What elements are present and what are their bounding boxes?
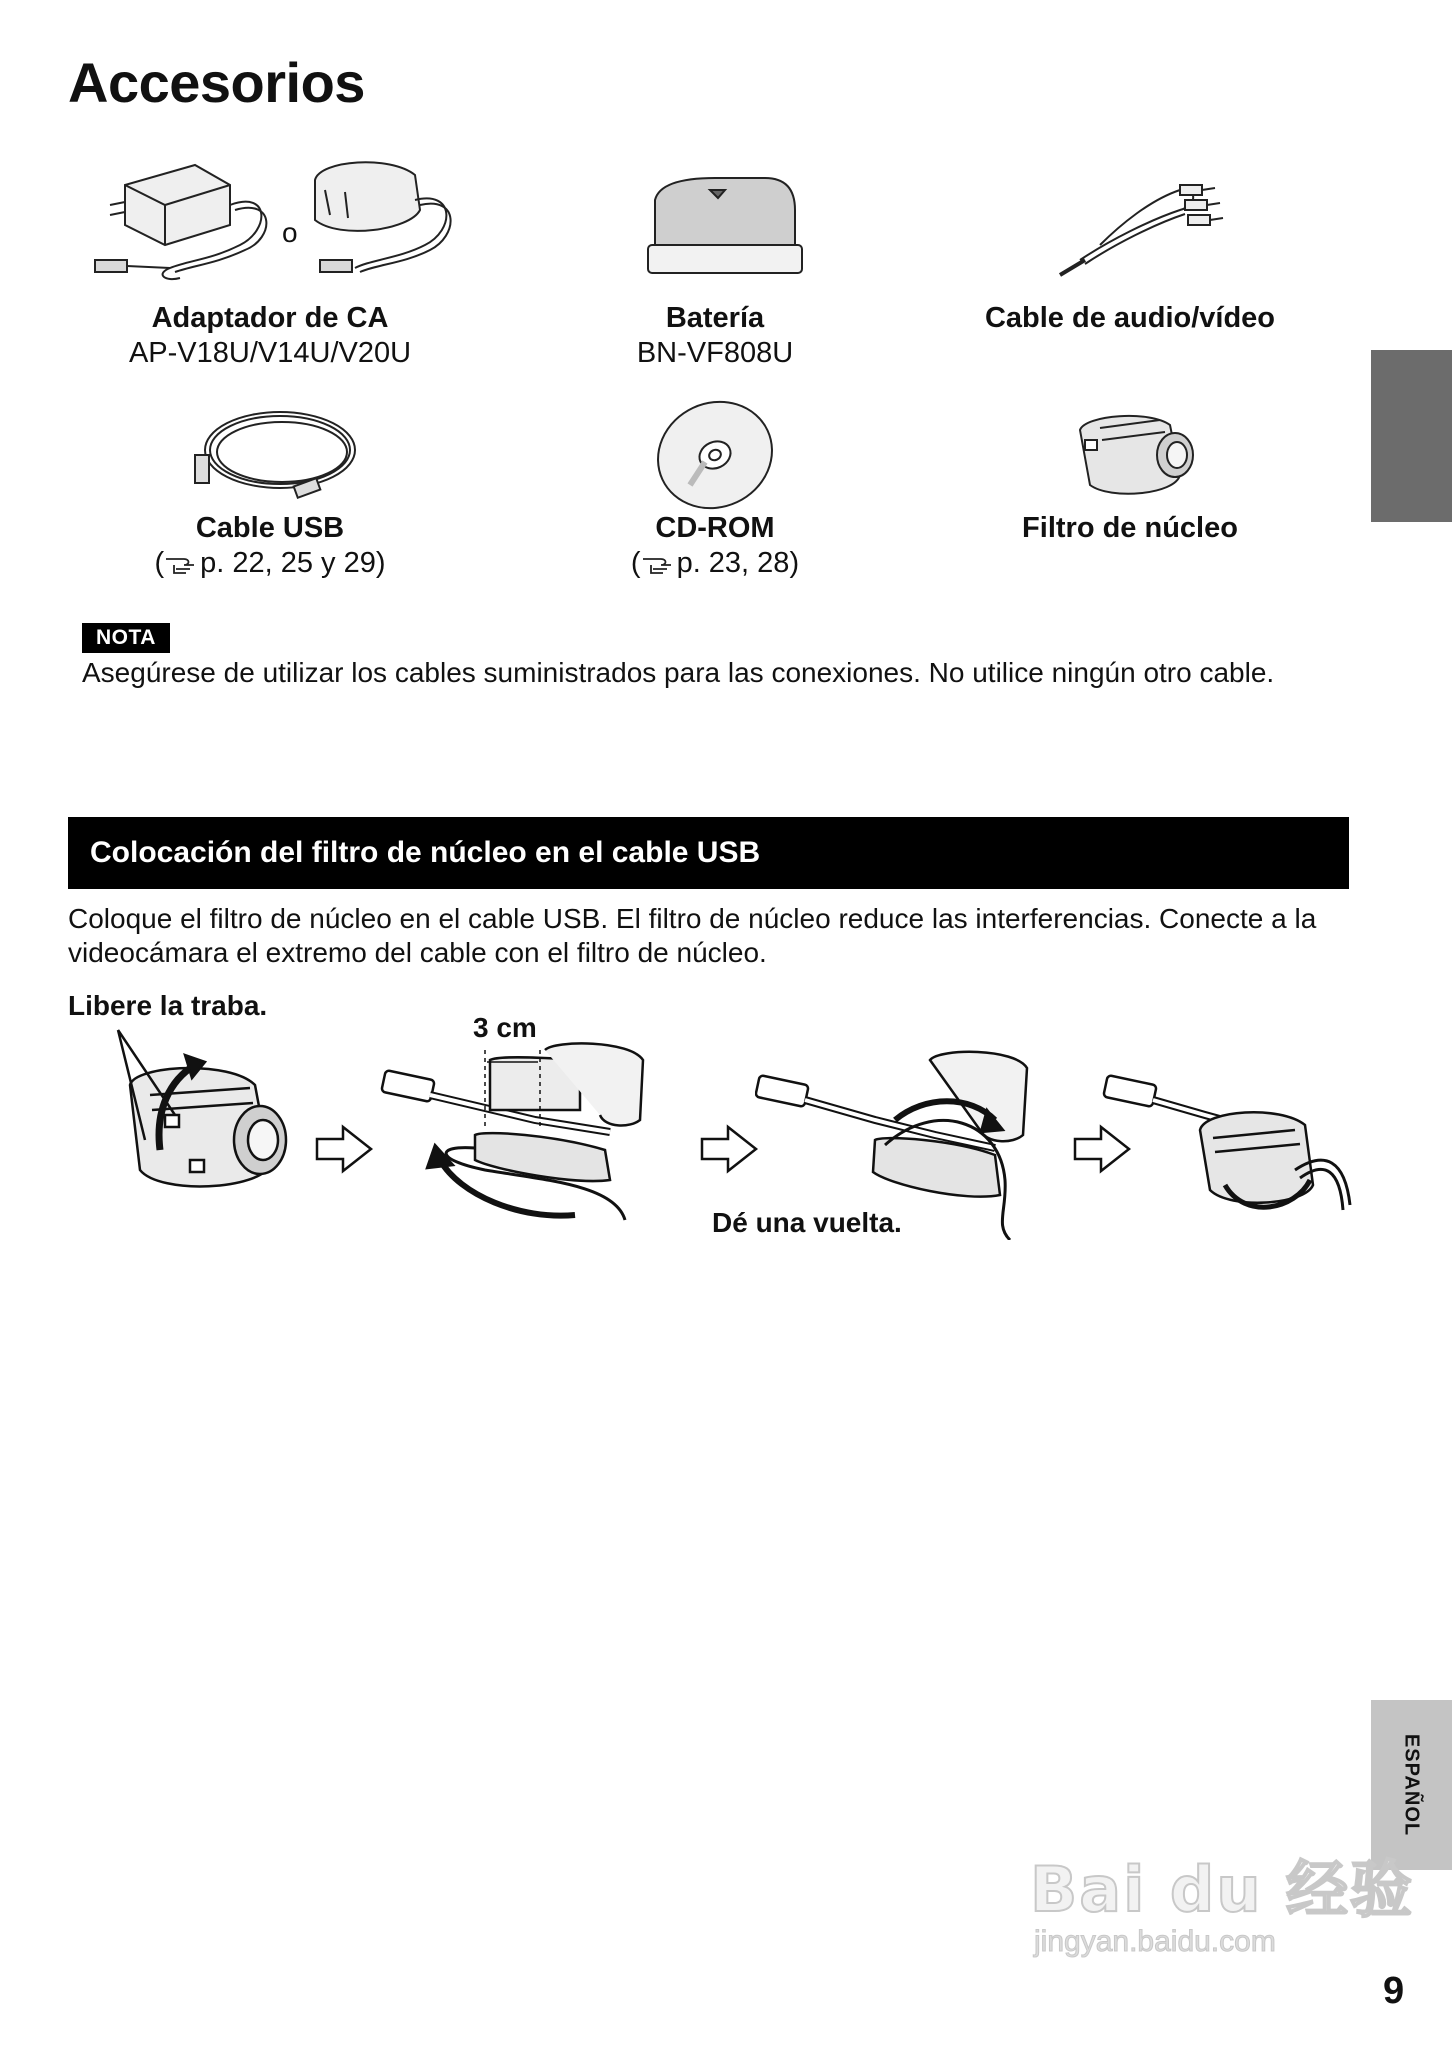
- core-filter-icon: [1030, 400, 1230, 510]
- step1-label: Libere la traba.: [68, 990, 268, 1021]
- accessory-name: Cable de audio/vídeo: [984, 302, 1276, 334]
- page-title: Accesorios: [68, 51, 365, 114]
- ref-open-bracket: (: [630, 547, 641, 579]
- step3-label: Dé una vuelta.: [712, 1207, 902, 1238]
- av-cable-illustration: [930, 150, 1330, 300]
- ref-open-bracket: (: [154, 547, 165, 579]
- av-cable-icon: [1030, 150, 1230, 300]
- ref-close-bracket: ): [375, 547, 386, 579]
- accessory-name: Cable USB: [195, 512, 345, 544]
- page-reference-hand-icon: [164, 554, 198, 576]
- cd-rom-page-ref: p. 23, 28: [676, 547, 790, 579]
- accessory-av-cable: [930, 150, 1330, 336]
- ac-adapter-illustration: [70, 150, 470, 300]
- accessory-name: Batería: [665, 302, 765, 334]
- accessory-name: Adaptador de CA: [151, 302, 389, 334]
- page-reference-hand-icon: [641, 554, 675, 576]
- language-tab-label: ESPAÑOL: [1400, 1733, 1423, 1837]
- core-filter-illustration: [930, 400, 1330, 510]
- accessory-reference: [70, 546, 470, 580]
- accessory-core-filter: [930, 400, 1330, 546]
- watermark-url: jingyan.baidu.com: [1034, 1925, 1276, 1958]
- accessory-model: BN-VF808U: [636, 337, 794, 369]
- accessory-usb-cable: [70, 400, 470, 580]
- distance-label: 3 cm: [473, 1012, 537, 1043]
- baidu-watermark: [1030, 1840, 1414, 1959]
- nota-badge: NOTA: [82, 623, 170, 653]
- section-heading: Colocación del filtro de núcleo en el cable USB: [68, 817, 1349, 889]
- accessory-name: Filtro de núcleo: [1022, 512, 1238, 544]
- accessory-name: CD-ROM: [655, 512, 775, 544]
- battery-icon: [615, 150, 815, 300]
- ref-close-bracket: ): [789, 547, 800, 579]
- accessory-reference: [515, 546, 915, 580]
- page-number: 9: [1383, 1970, 1405, 2012]
- step1-release-latch-diagram: [90, 1020, 290, 1220]
- usb-cable-illustration: [70, 400, 470, 510]
- usb-cable-icon: [170, 400, 370, 510]
- adapter-or-separator: o: [282, 217, 298, 248]
- side-tab-marker: [1371, 350, 1452, 522]
- next-step-arrow-icon: [315, 1124, 375, 1174]
- step4-filter-attached-diagram: [1095, 1060, 1355, 1240]
- watermark-logo: Bai du 经验: [1030, 1853, 1415, 1926]
- ac-adapter-icon: [70, 150, 470, 300]
- cd-rom-illustration: [515, 400, 915, 510]
- next-step-arrow-icon: [700, 1124, 760, 1174]
- accessory-cd-rom: [515, 400, 915, 580]
- battery-illustration: [515, 150, 915, 300]
- accessory-ac-adapter: [70, 150, 470, 370]
- step2-position-filter-diagram: [375, 1020, 665, 1240]
- step3-wrap-cable-diagram: [755, 1040, 1045, 1240]
- usb-cable-page-ref: p. 22, 25 y 29: [200, 547, 376, 579]
- section-body-text: Coloque el filtro de núcleo en el cable USB. El filtro de núcleo reduce las interferencias. Conecte a la videocámara el extremo del cable con el filtro de núcleo.: [68, 903, 1317, 968]
- nota-text: Asegúrese de utilizar los cables suministrados para las conexiones. No utilice ningún otro cable.: [82, 657, 1275, 688]
- accessory-battery: [515, 150, 915, 370]
- accessory-model: AP-V18U/V14U/V20U: [128, 337, 412, 369]
- cd-disc-icon: [615, 400, 815, 510]
